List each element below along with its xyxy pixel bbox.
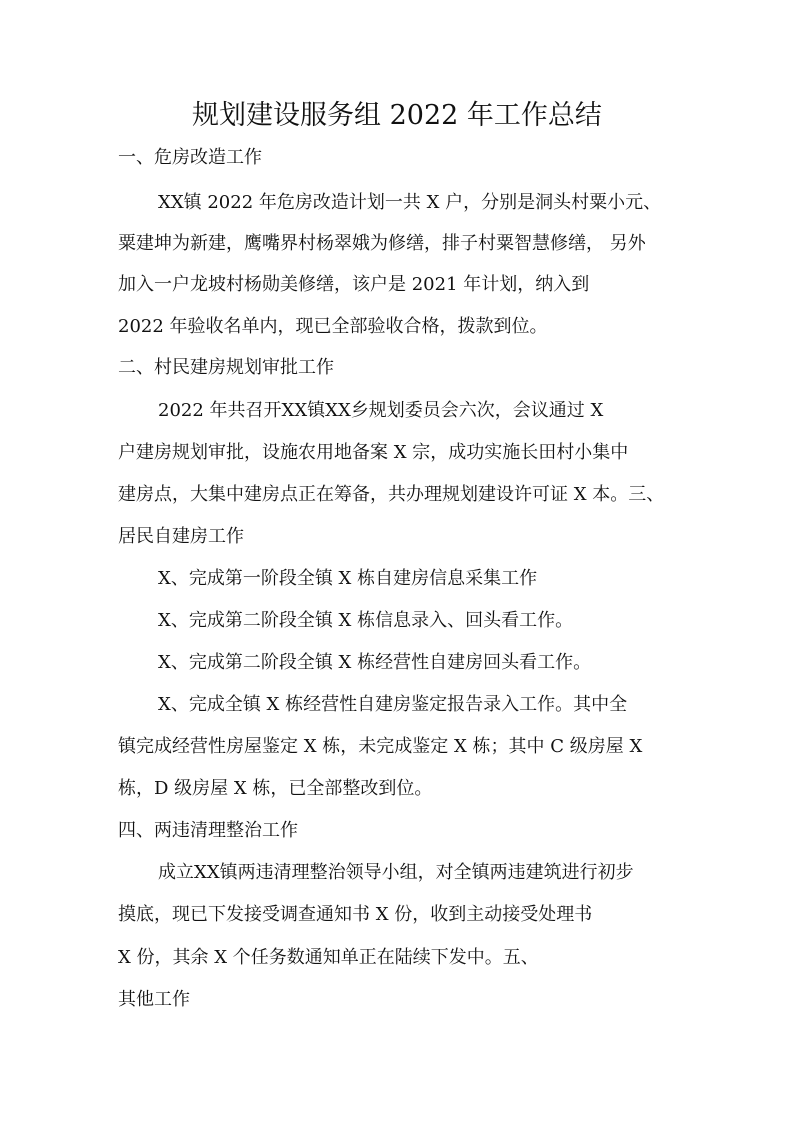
- list-item: X、完成第二阶段全镇 X 栋经营性自建房回头看工作。: [158, 652, 592, 673]
- paragraph-line: 2022 年共召开XX镇XX乡规划委员会六次，会议通过 X: [158, 400, 604, 421]
- paragraph-line: 户建房规划审批，设施农用地备案 X 宗，成功实施长田村小集中: [118, 442, 629, 463]
- paragraph-line: 加入一户龙坡村杨勋美修缮，该户是 2021 年计划，纳入到: [118, 274, 590, 295]
- paragraph-line: 栋，D 级房屋 X 栋，已全部整改到位。: [118, 778, 433, 799]
- paragraph-line: XX镇 2022 年危房改造计划一共 X 户，分别是洞头村粟小元、: [158, 192, 662, 213]
- paragraph-line: 2022 年验收名单内，现已全部验收合格，拨款到位。: [118, 316, 548, 337]
- paragraph-line: 镇完成经营性房屋鉴定 X 栋，未完成鉴定 X 栋；其中 C 级房屋 X: [118, 736, 643, 757]
- section-heading-1: 一、危房改造工作: [118, 147, 262, 168]
- paragraph-line: 摸底，现已下发接受调查通知书 X 份，收到主动接受处理书: [118, 904, 593, 925]
- paragraph-line: 粟建坤为新建，鹰嘴界村杨翠娥为修缮，排子村粟智慧修缮， 另外: [118, 233, 646, 254]
- paragraph-line: 成立XX镇两违清理整治领导小组，对全镇两违建筑进行初步: [158, 862, 634, 883]
- list-item: X、完成第一阶段全镇 X 栋自建房信息采集工作: [158, 568, 538, 589]
- list-item: X、完成全镇 X 栋经营性自建房鉴定报告录入工作。其中全: [158, 694, 628, 715]
- list-item: X、完成第二阶段全镇 X 栋信息录入、回头看工作。: [158, 610, 574, 631]
- document-title: 规划建设服务组 2022 年工作总结: [192, 100, 602, 131]
- section-heading-3: 居民自建房工作: [118, 526, 244, 547]
- section-heading-4: 四、两违清理整治工作: [118, 820, 298, 841]
- section-heading-5: 其他工作: [118, 989, 190, 1010]
- paragraph-line: 建房点，大集中建房点正在筹备，共办理规划建设许可证 X 本。三、: [118, 484, 665, 505]
- section-heading-2: 二、村民建房规划审批工作: [118, 357, 334, 378]
- paragraph-line: X 份，其余 X 个任务数通知单正在陆续下发中。五、: [118, 947, 539, 968]
